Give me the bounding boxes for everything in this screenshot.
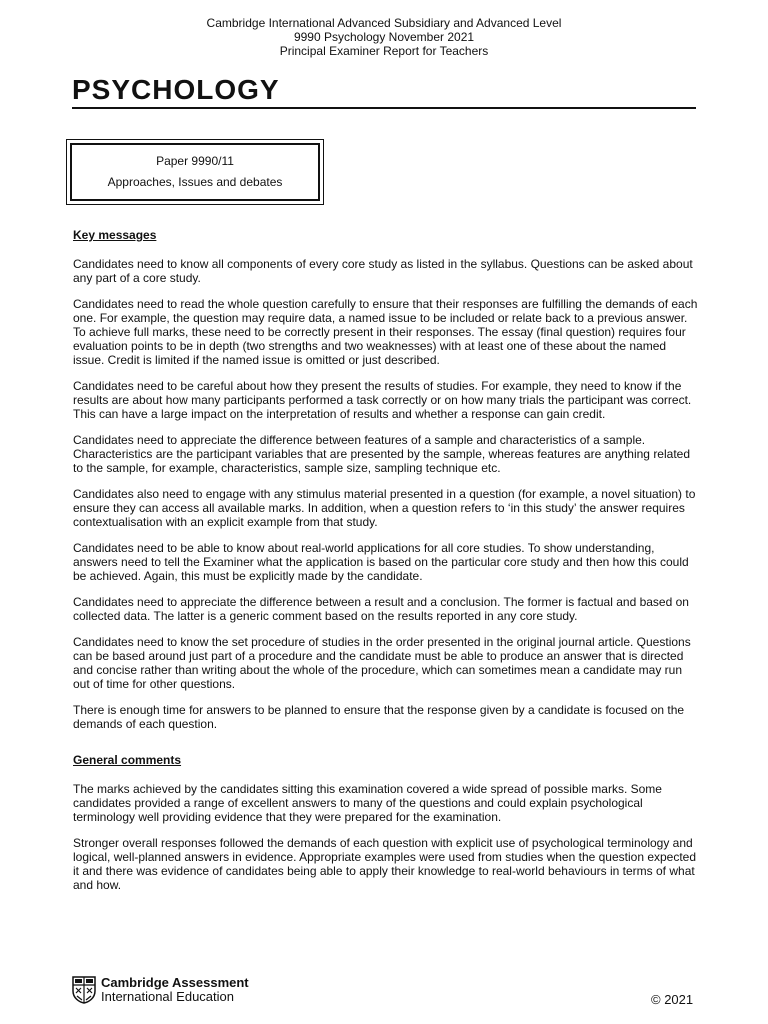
paper-box-inner bbox=[70, 143, 320, 201]
cambridge-logo bbox=[72, 976, 249, 1004]
key-message-paragraph: Candidates need to be able to know about real-world applications for all core studies. To show understanding, answers need to tell the Examiner what the application is based on the particular core study and then how this could be achieved. Again, this must be explicitly made by the candidate. bbox=[73, 541, 689, 583]
key-message-paragraph: Candidates also need to engage with any stimulus material presented in a question (for example, a novel situation) to ensure they can access all available marks. In addition, when a question refers to ‘in this study’ the answer requires contextualisation with an explicit example from that study. bbox=[73, 487, 696, 529]
paper-number: Paper 9990/11 bbox=[156, 154, 234, 168]
key-message-paragraph: Candidates need to appreciate the difference between a result and a conclusion. The former is factual and based on collected data. The latter is a generic comment based on the results reported in any core study. bbox=[73, 595, 689, 623]
key-messages-heading: Key messages bbox=[73, 228, 157, 242]
report-body bbox=[73, 227, 698, 904]
key-message-paragraph: Candidates need to be careful about how they present the results of studies. For example, they need to know if the results are about how many participants performed a task correctly or on how many trials the participant was correct. This can have a large impact on the interpretation of results and whether a response can gain credit. bbox=[73, 379, 692, 421]
header-line-2: 9990 Psychology November 2021 bbox=[293, 30, 475, 44]
key-message-paragraph: There is enough time for answers to be planned to ensure that the response given by a candidate is focused on the demands of each question. bbox=[73, 703, 685, 731]
key-message-paragraph: Candidates need to know all components of every core study as listed in the syllabus. Questions can be asked about any part of a core study. bbox=[73, 257, 693, 285]
logo-line-1: Cambridge Assessment bbox=[101, 975, 249, 990]
paper-box bbox=[66, 139, 324, 205]
key-message-paragraph: Candidates need to appreciate the difference between features of a sample and characteristics of a sample. Characteristics are the participant variables that are presented by the sample, whereas features are anything related to the sample, for example, characteristics, sample size, sampling technique etc. bbox=[73, 433, 691, 475]
header-line-1: Cambridge International Advanced Subsidiary and Advanced Level bbox=[206, 16, 562, 30]
general-comments-heading: General comments bbox=[73, 753, 182, 767]
key-message-paragraph: Candidates need to know the set procedure of studies in the order presented in the original journal article. Questions can be based around just part of a procedure and the candidate must be able to produce an answer that is directed and concise rather than writing about the whole of the procedure, which can sometimes mean a candidate may run out of time for other questions. bbox=[73, 635, 691, 691]
section-gap bbox=[73, 743, 698, 752]
general-comment-paragraph: Stronger overall responses followed the demands of each question with explicit use of psychological terminology and logical, well-planned answers in evidence. Appropriate examples were used from studies when the question expected it and there was evidence of candidates being able to apply their knowledge to real-world behaviours in terms of what and how. bbox=[73, 836, 697, 892]
subject-title: PSYCHOLOGY bbox=[72, 74, 280, 105]
paper-title: Approaches, Issues and debates bbox=[107, 175, 283, 189]
title-rule bbox=[72, 107, 696, 109]
copyright-notice: © 2021 bbox=[651, 992, 694, 1007]
header-line-3: Principal Examiner Report for Teachers bbox=[279, 44, 489, 58]
general-comment-paragraph: The marks achieved by the candidates sitting this examination covered a wide spread of possible marks. Some candidates provided a range of excellent answers to many of the questions and could explain psychological terminology well providing evidence that they were prepared for the examination. bbox=[73, 782, 662, 824]
key-message-paragraph: Candidates need to read the whole question carefully to ensure that their responses are fulfilling the demands of each one. For example, the question may require data, a named issue to be included or relate back to a previous answer. To achieve full marks, these need to be correctly present in their responses. The essay (final question) requires four evaluation points to be in depth (two strengths and two weaknesses) with at least one of these about the named issue. Credit is limited if the named issue is omitted or just described. bbox=[73, 297, 698, 367]
cambridge-shield-icon bbox=[72, 976, 96, 1004]
report-header bbox=[0, 16, 768, 58]
logo-line-2: International Education bbox=[101, 989, 234, 1004]
